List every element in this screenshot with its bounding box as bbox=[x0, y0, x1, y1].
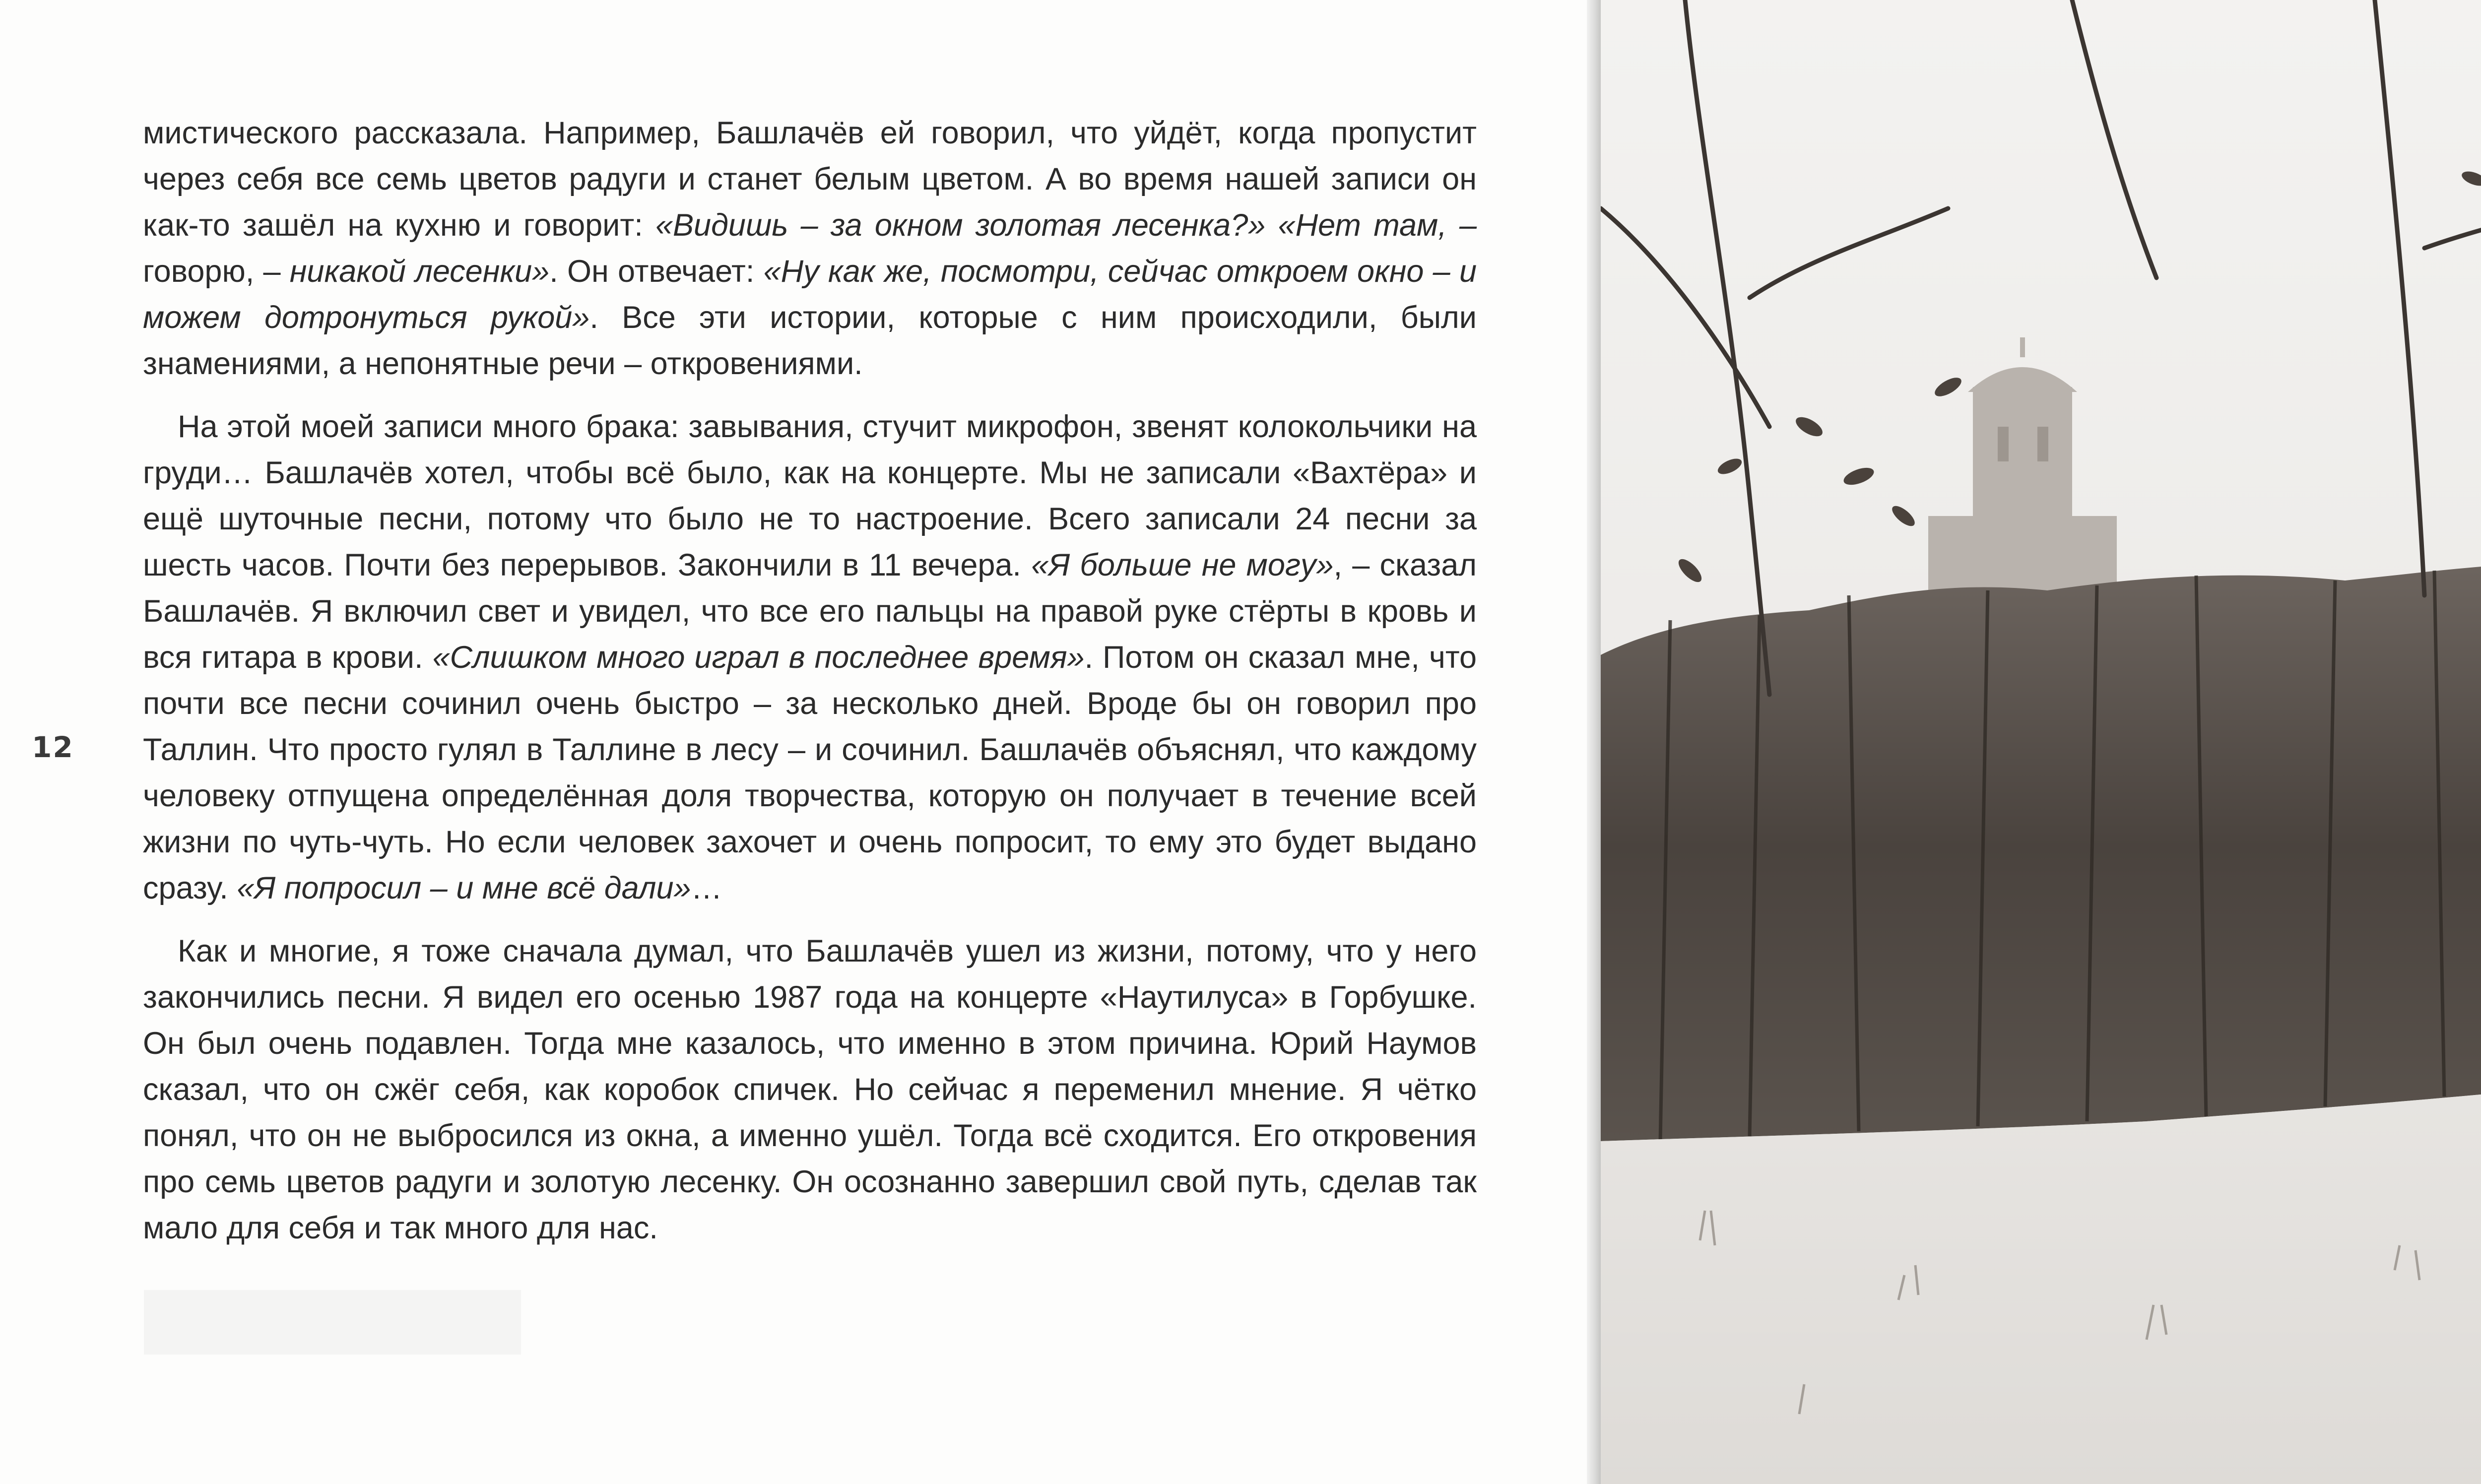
quote-run: никакой лесенки» bbox=[289, 254, 550, 289]
text-run: говорю, – bbox=[143, 254, 290, 289]
text-run: . Потом он сказал мне, что почти все песни сочинил очень быстро – за несколько дней. Вроде бы он говорил про Таллин. Что просто гулял в Таллине в лесу – и сочинил. Башлачёв объяснял, что каждому человеку отпущена определённая доля творчества, которую он получает в течение всей жизни по чуть-чуть. Но если человек захочет и очень попросит, то ему это будет выдано сразу. bbox=[143, 640, 1477, 905]
paragraph-3 bbox=[143, 928, 1477, 1251]
quote-run: «Я больше не могу» bbox=[1031, 548, 1334, 582]
paragraph-1 bbox=[143, 110, 1477, 387]
quote-run: «Видишь – за окном золотая лесенка?» «Нет там, – bbox=[655, 208, 1477, 243]
winter-church-photo bbox=[1601, 0, 2481, 1484]
article-text bbox=[143, 110, 1477, 1251]
dark-forest bbox=[1601, 552, 2481, 1141]
quote-run: «Слишком много играл в последнее время» bbox=[432, 640, 1085, 675]
text-run: На этой моей записи много брака: завывания, стучит микрофон, звенят колокольчики на груди… Башлачёв хотел, чтобы всё было, как на концерте. Мы не записали «Вахтёра» и ещё шуточные песни, потому что было не то настроение. Всего записали 24 песни за шесть часов. Почти без перерывов. Закончили в 11 вечера. bbox=[143, 409, 1477, 582]
quote-run: «Ну как же, посмотри, сейчас откроем окно – и можем дотронуться рукой» bbox=[143, 254, 1477, 335]
page-number: 12 bbox=[32, 730, 74, 764]
text-run: … bbox=[691, 871, 722, 905]
quote-run: «Я попросил – и мне всё дали» bbox=[237, 871, 691, 905]
text-run: , – сказал Башлачёв. Я включил свет и увидел, что все его пальцы на правой руке стёрты в кровь и вся гитара в крови. bbox=[143, 548, 1477, 675]
right-page-photo bbox=[1601, 0, 2481, 1484]
text-run: Как и многие, я тоже сначала думал, что Башлачёв ушел из жизни, потому, что у него закончились песни. Я видел его осенью 1987 года на концерте «Наутилуса» в Горбушке. Он был очень подавлен. Тогда мне казалось, что именно в этом причина. Юрий Наумов сказал, что он сжёг себя, как коробок спичек. Но сейчас я переменил мнение. Я чётко понял, что он не выбросился из окна, а именно ушёл. Тогда всё сходится. Его откровения про семь цветов радуги и золотую лесенку. Он осознанно завершил свой путь, сделав так мало для себя и так много для нас. bbox=[143, 934, 1477, 1245]
paragraph-2 bbox=[143, 404, 1477, 911]
bleed-through-shadow bbox=[144, 1290, 521, 1355]
text-run: мистического рассказала. Например, Башлачёв ей говорил, что уйдёт, когда пропустит через себя все семь цветов радуги и станет белым цветом. А во время нашей записи он как-то зашёл на кухню и говорит: bbox=[143, 116, 1477, 243]
text-run: . Все эти истории, которые с ним происходили, были знамениями, а непонятные речи – откровениями. bbox=[143, 300, 1477, 381]
text-run: . Он отвечает: bbox=[549, 254, 764, 289]
